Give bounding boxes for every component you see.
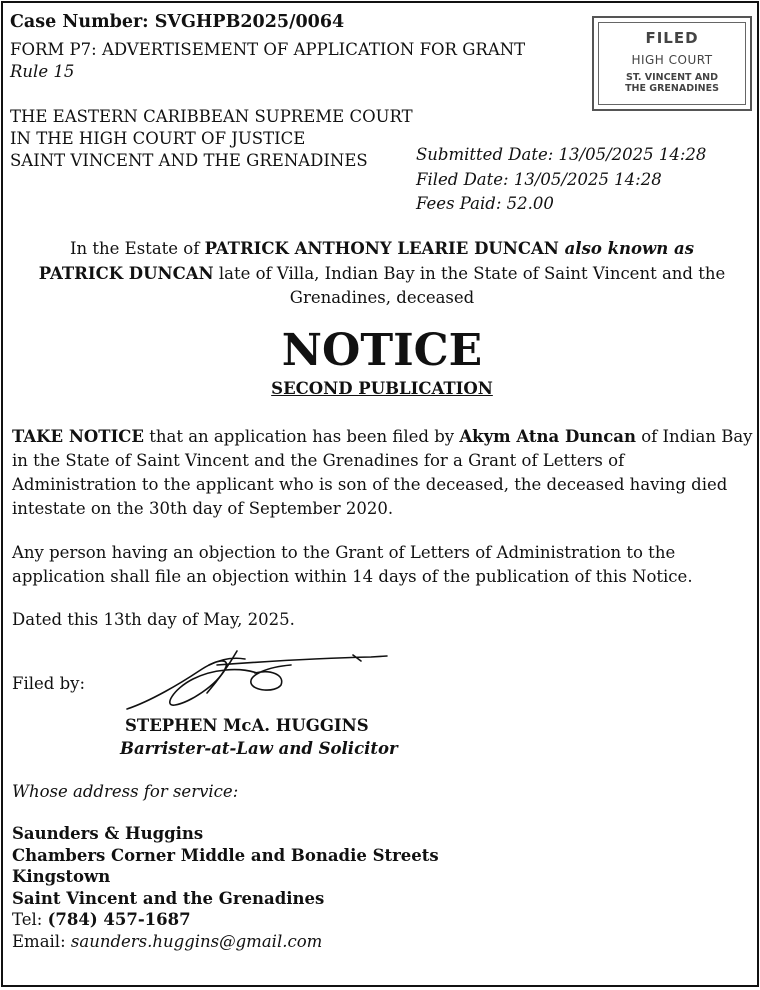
town: Kingstown [12, 867, 111, 886]
email-line [12, 931, 439, 953]
filed-by-label: Filed by: [12, 674, 86, 693]
dated-line: Dated this 13th day of May, 2025. [12, 610, 295, 629]
also-known-as: also known as [558, 239, 694, 258]
stamp-line: ST. VINCENT AND [625, 72, 719, 83]
stamp-court: HIGH COURT [631, 53, 713, 67]
court-line: SAINT VINCENT AND THE GRENADINES [10, 151, 368, 170]
stamp-filed: FILED [645, 29, 699, 47]
stamp-jurisdiction [599, 72, 745, 94]
filed-date: Filed Date: 13/05/2025 14:28 [416, 169, 662, 189]
stamp-inner-border [598, 22, 746, 105]
estate-rest: late of Villa, Indian Bay in the State of Saint Vincent and the Grenadines, deceased [213, 263, 726, 307]
tel-number: (784) 457-1687 [47, 910, 191, 929]
filing-details [416, 144, 706, 218]
notice-document [1, 1, 759, 987]
firm-name: Saunders & Huggins [12, 824, 204, 843]
court-line: IN THE HIGH COURT OF JUSTICE [10, 129, 306, 148]
court-heading [10, 106, 413, 172]
address-intro: Whose address for service: [12, 782, 239, 801]
estate-prefix: In the Estate of [70, 239, 205, 258]
take-notice-paragraph [12, 425, 754, 521]
objection-paragraph: Any person having an objection to the Grant of Letters of Administration to the application shall file an objection within 14 days of the publication of this Notice. [12, 543, 693, 586]
case-number: Case Number: SVGHPB2025/0064 [10, 12, 345, 32]
applicant-name: Akym Atna Duncan [459, 427, 636, 446]
court-line: THE EASTERN CARIBBEAN SUPREME COURT [10, 107, 413, 126]
stamp-line: THE GRENADINES [625, 83, 719, 94]
estate-paragraph [13, 237, 751, 311]
rule-reference: Rule 15 [10, 62, 75, 81]
form-title: FORM P7: ADVERTISEMENT OF APPLICATION FOR GRANT [10, 40, 526, 59]
solicitor-title: Barrister-at-Law and Solicitor [120, 739, 398, 758]
deceased-name: PATRICK ANTHONY LEARIE DUNCAN [204, 239, 559, 258]
email-label: Email: [12, 931, 71, 951]
street-address: Chambers Corner Middle and Bonadie Streets [12, 845, 439, 865]
filed-stamp [592, 16, 752, 111]
handwritten-signature [121, 643, 391, 718]
take-notice-label: TAKE NOTICE [12, 427, 144, 446]
tel-label: Tel: [12, 910, 48, 929]
country: Saint Vincent and the Grenadines [12, 888, 325, 908]
solicitor-name: STEPHEN McA. HUGGINS [125, 716, 369, 735]
notice-title: NOTICE [281, 325, 483, 376]
email-address: saunders.huggins@gmail.com [70, 931, 323, 951]
publication-subtitle: SECOND PUBLICATION [271, 379, 493, 398]
submitted-date: Submitted Date: 13/05/2025 14:28 [416, 145, 707, 164]
deceased-alias: PATRICK DUNCAN [38, 263, 214, 283]
service-address [12, 823, 439, 952]
fees-paid: Fees Paid: 52.00 [416, 194, 554, 213]
telephone-line [12, 909, 439, 931]
paragraph-text: that an application has been filed by [144, 427, 460, 446]
paragraph-text: of Indian Bay in the State of Saint Vincent and the Grenadines for a Grant of Letters of Administration to the applicant who is son of the deceased, the deceased having died intestate on the 30th day of September 2020. [12, 427, 753, 518]
